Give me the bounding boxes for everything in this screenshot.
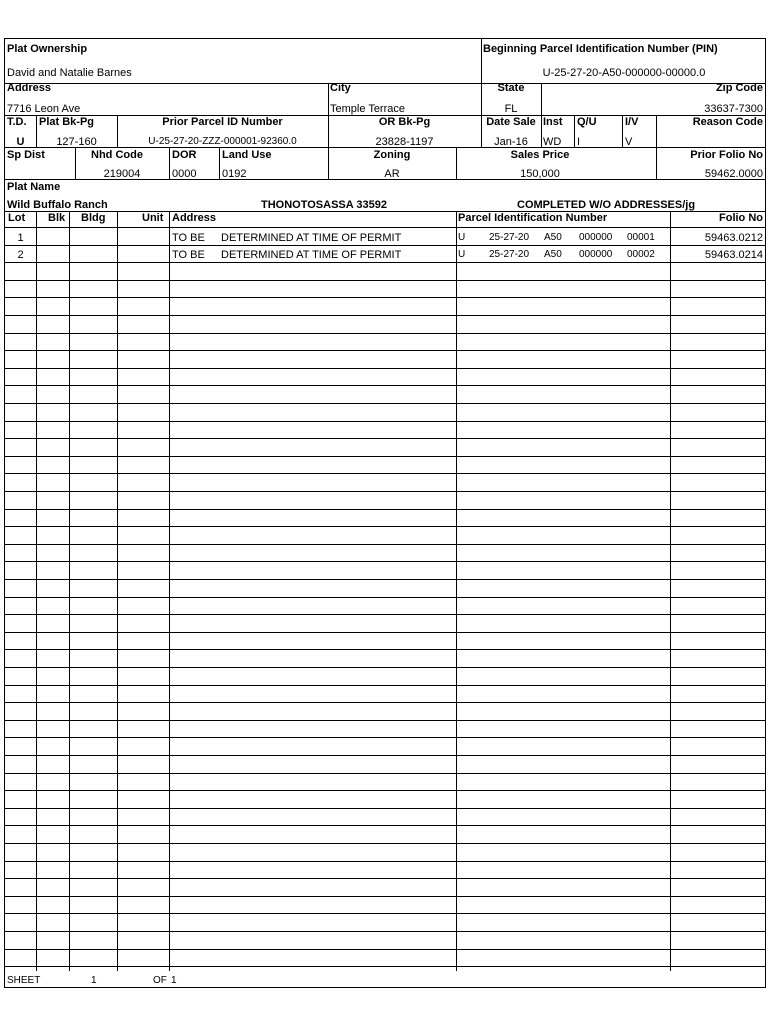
city-label: City [330,82,351,94]
inst-value: WD [543,136,562,148]
row-lot: 2 [17,249,24,261]
grid-column-line [69,211,70,971]
grid-column-line [117,211,118,971]
grid-line [5,931,765,932]
grid-line [5,966,765,967]
plat-bk-pg-value: 127-160 [56,136,97,148]
grid-column-line [36,211,37,971]
date-sale-value: Jan-16 [494,136,528,148]
grid-line [5,949,765,950]
grid-line [5,720,765,721]
row-address-prefix: TO BE [172,249,205,261]
col-blk: Blk [48,212,66,224]
row-folio: 59463.0212 [704,232,763,244]
inst-label: Inst [543,116,563,128]
or-bk-pg-value: 23828-1197 [375,136,434,148]
row-td: U [458,249,466,260]
land-use-value: 0192 [222,168,247,180]
col-bldg: Bldg [81,212,106,224]
prior-folio-label: Prior Folio No [690,149,763,161]
prior-parcel-label: Prior Parcel ID Number [162,116,283,128]
state-value: FL [504,103,518,115]
plat-name-label: Plat Name [7,181,61,193]
grid-column-line [169,211,170,971]
sales-price-value: 150,000 [520,168,560,180]
grid-line [5,667,765,668]
grid-line [5,878,765,879]
grid-line [5,913,765,914]
row-pin-str: 25-27-20 [489,232,530,243]
plat-bk-pg-label: Plat Bk-Pg [39,116,95,128]
grid-line [5,456,765,457]
grid-line [5,614,765,615]
grid-line [5,561,765,562]
iv-label: I/V [625,116,639,128]
grid-line [5,491,765,492]
grid-line [5,544,765,545]
nhd-code-value: 219004 [103,168,141,180]
grid-line [5,262,765,263]
or-bk-pg-label: OR Bk-Pg [378,116,431,128]
row-pin-lot: 00002 [627,249,655,260]
sales-price-label: Sales Price [510,149,570,161]
col-lot: Lot [8,212,26,224]
grid-line [5,790,765,791]
vrule-qu [574,115,575,147]
iv-value: V [625,136,633,148]
vrule-dor [169,147,170,179]
vrule-landuse [219,147,220,179]
row-pin-sub: A50 [544,249,562,260]
grid-line [5,808,765,809]
zip-value: 33637-7300 [704,103,763,115]
grid-line [5,421,765,422]
grid-line [5,861,765,862]
vrule-iv [622,115,623,147]
city-value: Temple Terrace [330,103,405,115]
row-address: DETERMINED AT TIME OF PERMIT [221,232,402,244]
date-sale-label: Date Sale [486,116,536,128]
td-label: T.D. [7,116,27,128]
state-label: State [497,82,525,94]
grid-line [5,896,765,897]
dor-label: DOR [172,149,197,161]
grid-line [5,368,765,369]
grid-line [5,773,765,774]
sheet-label: SHEET [7,975,41,986]
row-pin-str: 25-27-20 [489,249,530,260]
grid-line [5,737,765,738]
vrule-reason [656,115,657,147]
dor-value: 0000 [172,168,197,180]
row-folio: 59463.0214 [704,249,763,261]
land-use-label: Land Use [222,149,272,161]
grid-line [5,597,765,598]
zip-label: Zip Code [715,82,763,94]
grid-line [5,403,765,404]
sheet-number: 1 [91,975,97,986]
row-pin-sub: A50 [544,232,562,243]
col-address: Address [172,212,217,224]
vrule-folio [656,147,657,179]
status-value: COMPLETED W/O ADDRESSES/jg [517,199,696,211]
plat-name-value: Wild Buffalo Ranch [7,199,108,211]
grid-line [5,315,765,316]
row-pin-block: 000000 [579,249,613,260]
grid-line [5,702,765,703]
pin-value: U-25-27-20-A50-000000-00000.0 [542,67,706,79]
grid-line [5,526,765,527]
nhd-code-label: Nhd Code [91,149,143,161]
zoning-label: Zoning [373,149,411,161]
col-folio: Folio No [719,212,763,224]
vrule-city [328,83,329,115]
grid-line [5,438,765,439]
owner-name: David and Natalie Barnes [7,67,132,79]
sp-dist-label: Sp Dist [7,149,45,161]
qu-value: I [577,136,581,148]
row-address-prefix: TO BE [172,232,205,244]
vrule-zip [541,83,542,115]
grid-line [5,350,765,351]
grid-line [5,649,765,650]
col-parcel-id: Parcel Identification Number [458,212,608,224]
grid-line [5,280,765,281]
grid-column-line [670,211,671,971]
zoning-value: AR [384,168,400,180]
grid-line [5,755,765,756]
grid-line [5,333,765,334]
total-sheets: 1 [171,975,177,986]
grid-line [5,825,765,826]
row-pin-block: 000000 [579,232,613,243]
grid-line [5,509,765,510]
pin-label: Beginning Parcel Identification Number (PIN) [483,43,718,55]
row-lot: 1 [17,232,24,244]
address-value: 7716 Leon Ave [7,103,81,115]
col-unit: Unit [142,212,164,224]
grid-column-line [456,211,457,971]
grid-line [5,297,765,298]
plat-ownership-label: Plat Ownership [7,43,88,55]
td-value: U [16,136,25,148]
grid-line [5,579,765,580]
vrule-inst [541,115,542,147]
grid-line [5,843,765,844]
location-value: THONOTOSASSA 33592 [261,199,387,211]
grid-line [5,211,765,212]
reason-code-label: Reason Code [692,116,763,128]
plat-form [4,38,766,988]
address-label: Address [7,82,52,94]
grid-line [5,245,765,246]
row-address: DETERMINED AT TIME OF PERMIT [221,249,402,261]
grid-line [5,685,765,686]
grid-line [5,473,765,474]
grid-line [5,227,765,228]
row-td: U [458,232,466,243]
of-label: OF [153,975,167,986]
prior-parcel-value: U-25-27-20-ZZZ-000001-92360.0 [148,136,297,147]
grid-line [5,632,765,633]
qu-label: Q/U [577,116,597,128]
prior-folio-value: 59462.0000 [704,168,763,180]
row-pin-lot: 00001 [627,232,655,243]
vrule-pin [481,39,482,83]
grid-line [5,385,765,386]
